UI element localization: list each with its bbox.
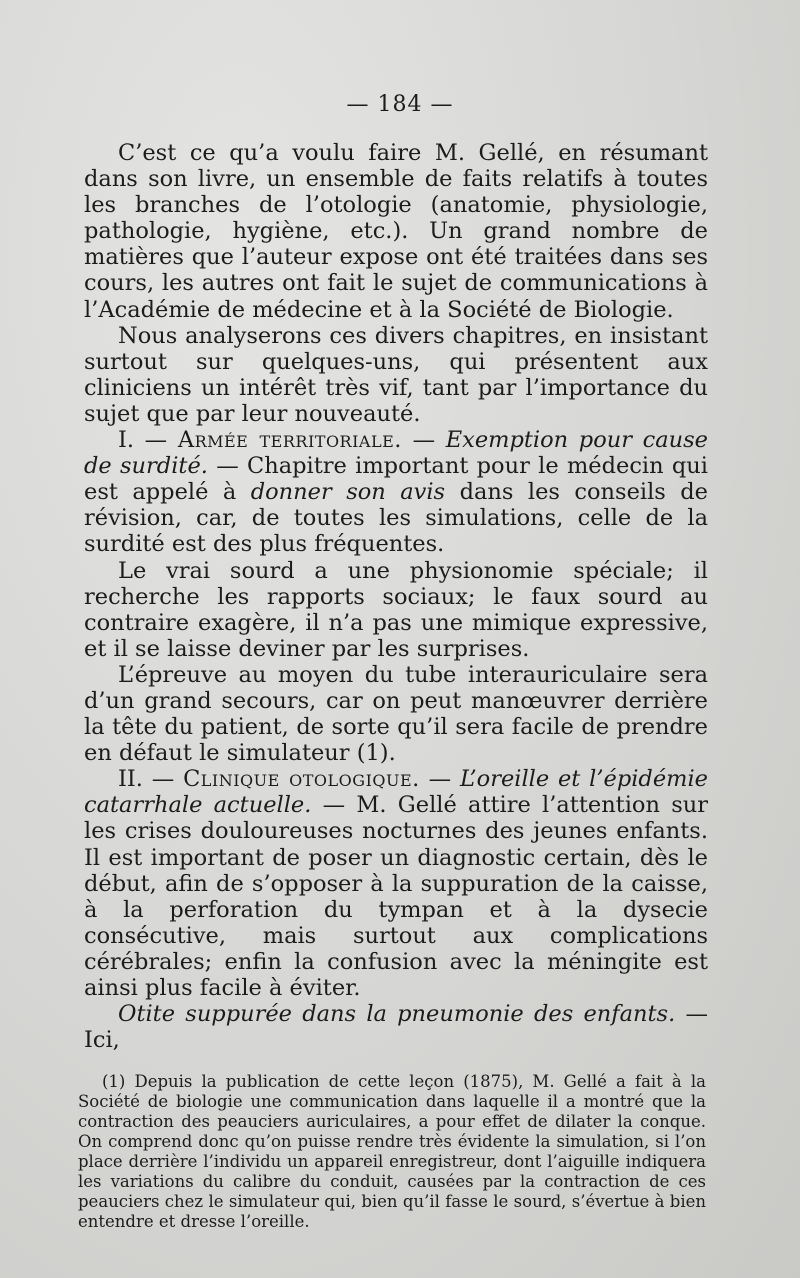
paragraph-armee-territoriale — [84, 427, 708, 557]
section-number-1: I. — — [118, 427, 168, 454]
paragraph-text: — Chapitre important pour le médecin qui est appelé à — [84, 453, 708, 506]
section-number-2: II. — — [118, 766, 175, 793]
paragraph-text: — M. Gellé attire l’attention sur les crises douloureuses nocturnes des jeunes enfants. Il est important de poser un diagnostic certain, dès le début, afin de s’opposer à la suppuration de la caisse, à la perforation du tympan et à la dysecie consécutive, mais surtout aux complications cérébrales; enfin la confusion avec la méningite est ainsi plus facile à éviter. — [84, 792, 708, 1001]
footnote — [78, 1072, 706, 1232]
section-title-otite: Otite suppurée dans la pneumonie des enfants. — [118, 1001, 676, 1028]
italic-phrase: donner son avis — [250, 479, 446, 506]
main-text — [84, 140, 708, 1053]
paragraph-gelle-book: C’est ce qu’a voulu faire M. Gellé, en résumant dans son livre, un ensemble de faits relatifs à toutes les branches de l’otologie (anatomie, physiologie, pathologie, hygiène, etc.). Un grand nombre de matières que l’auteur expose ont été traitées dans ses cours, les autres ont fait le sujet de communications à l’Académie de médecine et à la Société de Biologie. — [84, 140, 708, 323]
section-title-exemption: Exemption pour cause de surdité. — [84, 427, 708, 480]
page-number: — 184 — — [346, 92, 454, 117]
paragraph-clinique-otologique — [84, 766, 708, 1001]
section-heading-armee: Armée territoriale. — [177, 427, 402, 454]
paragraph-vrai-sourd: Le vrai sourd a une physionomie spéciale; il recherche les rapports sociaux; le faux sourd au contraire exagère, il n’a pas une mimique expressive, et il se laisse deviner par les surprises. — [84, 557, 708, 662]
section-title-oreille: L’oreille et l’épidémie catarrhale actuelle. — [84, 766, 708, 819]
paragraph-otite-suppuree — [84, 1001, 708, 1053]
paragraph-text: dans les conseils de révision, car, de toutes les simulations, celle de la surdité est des plus fréquentes. — [84, 479, 708, 558]
section-heading-clinique: Clinique otologique. — [183, 766, 420, 793]
paragraph-epreuve: L’épreuve au moyen du tube interauriculaire sera d’un grand secours, car on peut manœuvrer derrière la tête du patient, de sorte qu’il sera facile de prendre en défaut le simulateur (1). — [84, 661, 708, 767]
dash: — — [419, 766, 460, 793]
footnote-text: (1) Depuis la publication de cette leçon (1875), M. Gellé a fait à la Société de biologie une communication dans laquelle il a montré que la contraction des peauciers auriculaires, a pour effet de dilater la conque. On comprend donc qu’on puisse rendre très évidente la simulation, si l’on place derrière l’individu un appareil enregistreur, dont l’aiguille indiquera les variations du calibre du conduit, causées par la contraction de ces peauciers chez le simulateur qui, bien qu’il fasse le sourd, s’évertue à bien entendre et dresse l’oreille. — [78, 1072, 706, 1231]
paragraph-analysis: Nous analyserons ces divers chapitres, en insistant surtout sur quelques-uns, qui présentent aux cliniciens un intérêt très vif, tant par l’importance du sujet que par leur nouveauté. — [84, 322, 708, 427]
dash: — — [401, 427, 436, 454]
paragraph-text: — Ici, — [84, 1001, 708, 1054]
